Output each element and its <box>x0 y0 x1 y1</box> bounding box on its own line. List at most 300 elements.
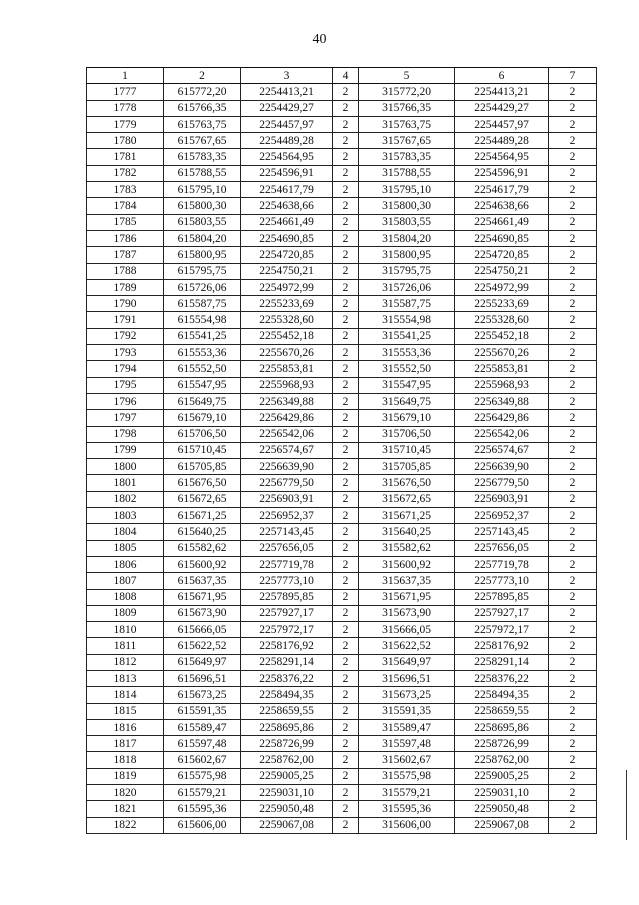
table-cell: 315676,50 <box>359 475 455 491</box>
table-cell: 2255452,18 <box>455 328 549 344</box>
table-cell: 315766,35 <box>359 100 455 116</box>
table-cell: 615597,48 <box>164 736 241 752</box>
table-cell: 2 <box>549 719 597 735</box>
table-row <box>87 214 597 230</box>
table-cell: 2257895,85 <box>455 589 549 605</box>
page-number: 40 <box>312 32 327 47</box>
table-cell: 1821 <box>87 801 164 817</box>
table-cell: 2 <box>549 556 597 572</box>
table-row <box>87 361 597 377</box>
table-cell: 2 <box>549 410 597 426</box>
table-cell: 2 <box>549 214 597 230</box>
table-cell: 2 <box>333 100 359 116</box>
table-cell: 615795,75 <box>164 263 241 279</box>
table-cell: 2257895,85 <box>241 589 333 605</box>
table-cell: 315710,45 <box>359 442 455 458</box>
table-cell: 2258659,55 <box>241 703 333 719</box>
table-cell: 615591,35 <box>164 703 241 719</box>
table-cell: 615705,85 <box>164 459 241 475</box>
table-row <box>87 84 597 100</box>
table-cell: 1802 <box>87 491 164 507</box>
table-cell: 1778 <box>87 100 164 116</box>
table-cell: 1779 <box>87 116 164 132</box>
table-cell: 2 <box>333 638 359 654</box>
table-cell: 1785 <box>87 214 164 230</box>
table-cell: 1797 <box>87 410 164 426</box>
table-cell: 1808 <box>87 589 164 605</box>
table-cell: 2257656,05 <box>455 540 549 556</box>
table-cell: 2 <box>333 703 359 719</box>
table-cell: 2 <box>333 361 359 377</box>
table-cell: 615547,95 <box>164 377 241 393</box>
table-cell: 2 <box>333 296 359 312</box>
table-cell: 2 <box>333 589 359 605</box>
table-cell: 1801 <box>87 475 164 491</box>
table-cell: 1814 <box>87 687 164 703</box>
table-row <box>87 426 597 442</box>
table-cell: 2 <box>549 508 597 524</box>
table-row <box>87 393 597 409</box>
table-cell: 1818 <box>87 752 164 768</box>
table-cell: 615763,75 <box>164 116 241 132</box>
table-cell: 2 <box>549 182 597 198</box>
table-cell: 615772,20 <box>164 84 241 100</box>
table-cell: 2 <box>549 687 597 703</box>
table-cell: 615595,36 <box>164 801 241 817</box>
table-row <box>87 328 597 344</box>
table-cell: 2254690,85 <box>241 230 333 246</box>
table-row <box>87 589 597 605</box>
table-cell: 2255968,93 <box>455 377 549 393</box>
table-cell: 615587,75 <box>164 296 241 312</box>
table-cell: 315705,85 <box>359 459 455 475</box>
table-cell: 2258176,92 <box>241 638 333 654</box>
table-cell: 2256349,88 <box>241 393 333 409</box>
table-row <box>87 622 597 638</box>
table-cell: 2254489,28 <box>455 133 549 149</box>
table-cell: 2254661,49 <box>241 214 333 230</box>
table-cell: 2254638,66 <box>241 198 333 214</box>
table-row <box>87 719 597 735</box>
table-cell: 615622,52 <box>164 638 241 654</box>
table-cell: 2256952,37 <box>241 508 333 524</box>
table-cell: 615672,65 <box>164 491 241 507</box>
table-row <box>87 508 597 524</box>
table-cell: 2 <box>333 573 359 589</box>
table-cell: 615803,55 <box>164 214 241 230</box>
table-cell: 2 <box>549 84 597 100</box>
table-cell: 1789 <box>87 279 164 295</box>
table-cell: 2 <box>549 459 597 475</box>
table-cell: 2259067,08 <box>241 817 333 833</box>
table-cell: 615579,21 <box>164 785 241 801</box>
table-cell: 2 <box>549 393 597 409</box>
table-cell: 2258762,00 <box>241 752 333 768</box>
table-cell: 615637,35 <box>164 573 241 589</box>
table-cell: 1800 <box>87 459 164 475</box>
table-row <box>87 605 597 621</box>
table-cell: 2 <box>333 133 359 149</box>
table-cell: 315547,95 <box>359 377 455 393</box>
table-cell: 2254972,99 <box>455 279 549 295</box>
table-cell: 2257719,78 <box>455 556 549 572</box>
table-cell: 2 <box>333 605 359 621</box>
table-cell: 1810 <box>87 622 164 638</box>
table-row <box>87 182 597 198</box>
table-cell: 1803 <box>87 508 164 524</box>
table-cell: 2 <box>549 589 597 605</box>
table-body <box>87 84 597 834</box>
table-cell: 2 <box>333 377 359 393</box>
table-cell: 2 <box>333 345 359 361</box>
table-cell: 2 <box>333 801 359 817</box>
table-cell: 2 <box>333 687 359 703</box>
table-cell: 2 <box>333 410 359 426</box>
table-cell: 2256429,86 <box>241 410 333 426</box>
table-cell: 1782 <box>87 165 164 181</box>
table-cell: 2255233,69 <box>455 296 549 312</box>
table-cell: 2255968,93 <box>241 377 333 393</box>
table-row <box>87 670 597 686</box>
table-cell: 1786 <box>87 230 164 246</box>
table-cell: 1780 <box>87 133 164 149</box>
table-cell: 1792 <box>87 328 164 344</box>
table-cell: 315622,52 <box>359 638 455 654</box>
table-cell: 315553,36 <box>359 345 455 361</box>
table-cell: 2 <box>549 785 597 801</box>
table-cell: 2 <box>549 524 597 540</box>
table-cell: 2256542,06 <box>241 426 333 442</box>
table-cell: 315587,75 <box>359 296 455 312</box>
table-row <box>87 377 597 393</box>
table-cell: 615767,65 <box>164 133 241 149</box>
table-cell: 2 <box>333 84 359 100</box>
table-cell: 2 <box>333 719 359 735</box>
table-cell: 2255853,81 <box>455 361 549 377</box>
table-cell: 2 <box>549 540 597 556</box>
table-cell: 2254750,21 <box>241 263 333 279</box>
table-cell: 1809 <box>87 605 164 621</box>
table-cell: 2254720,85 <box>455 247 549 263</box>
table-cell: 615552,50 <box>164 361 241 377</box>
table-row <box>87 247 597 263</box>
table-row <box>87 654 597 670</box>
table-cell: 615649,97 <box>164 654 241 670</box>
table-cell: 1811 <box>87 638 164 654</box>
table-cell: 2254617,79 <box>455 182 549 198</box>
table-cell: 2257972,17 <box>241 622 333 638</box>
table-cell: 2254661,49 <box>455 214 549 230</box>
table-row <box>87 100 597 116</box>
table-cell: 1790 <box>87 296 164 312</box>
table-cell: 615575,98 <box>164 768 241 784</box>
table-cell: 1777 <box>87 84 164 100</box>
table-cell: 2258494,35 <box>455 687 549 703</box>
column-header: 4 <box>333 68 359 84</box>
table-cell: 615800,95 <box>164 247 241 263</box>
table-cell: 2 <box>549 328 597 344</box>
table-cell: 2 <box>333 312 359 328</box>
table-cell: 2 <box>333 165 359 181</box>
table-cell: 1793 <box>87 345 164 361</box>
table-row <box>87 736 597 752</box>
table-cell: 2259067,08 <box>455 817 549 833</box>
table-cell: 2256639,90 <box>455 459 549 475</box>
table-cell: 2255670,26 <box>455 345 549 361</box>
table-cell: 2256779,50 <box>241 475 333 491</box>
table-cell: 2255233,69 <box>241 296 333 312</box>
table-cell: 615710,45 <box>164 442 241 458</box>
table-cell: 315800,30 <box>359 198 455 214</box>
table-cell: 2257927,17 <box>455 605 549 621</box>
table-cell: 2254564,95 <box>455 149 549 165</box>
table-cell: 2 <box>333 670 359 686</box>
table-cell: 315597,48 <box>359 736 455 752</box>
column-header: 5 <box>359 68 455 84</box>
table-cell: 2 <box>333 752 359 768</box>
table-cell: 1783 <box>87 182 164 198</box>
table-cell: 2254596,91 <box>455 165 549 181</box>
table-cell: 2 <box>333 116 359 132</box>
table-cell: 615541,25 <box>164 328 241 344</box>
table-cell: 2254690,85 <box>455 230 549 246</box>
table-cell: 315788,55 <box>359 165 455 181</box>
table-cell: 2254489,28 <box>241 133 333 149</box>
table-cell: 2259031,10 <box>241 785 333 801</box>
table-cell: 315673,90 <box>359 605 455 621</box>
table-cell: 1784 <box>87 198 164 214</box>
table-cell: 315671,25 <box>359 508 455 524</box>
table-cell: 2257656,05 <box>241 540 333 556</box>
table-cell: 315803,55 <box>359 214 455 230</box>
table-row <box>87 573 597 589</box>
table-cell: 2 <box>333 524 359 540</box>
table-cell: 2254596,91 <box>241 165 333 181</box>
table-cell: 315726,06 <box>359 279 455 295</box>
table-cell: 2 <box>333 230 359 246</box>
table-cell: 2256429,86 <box>455 410 549 426</box>
table-cell: 1806 <box>87 556 164 572</box>
table-cell: 1816 <box>87 719 164 735</box>
table-row <box>87 817 597 833</box>
table-cell: 2 <box>549 263 597 279</box>
table-cell: 615676,50 <box>164 475 241 491</box>
table-cell: 2257972,17 <box>455 622 549 638</box>
table-cell: 2 <box>549 638 597 654</box>
table-cell: 2258762,00 <box>455 752 549 768</box>
table-cell: 2258726,99 <box>241 736 333 752</box>
table-row <box>87 263 597 279</box>
table-cell: 615673,25 <box>164 687 241 703</box>
table-cell: 2 <box>333 540 359 556</box>
table-cell: 615582,62 <box>164 540 241 556</box>
table-cell: 2256542,06 <box>455 426 549 442</box>
table-cell: 2 <box>549 247 597 263</box>
table-cell: 315696,51 <box>359 670 455 686</box>
table-cell: 1799 <box>87 442 164 458</box>
table-row <box>87 475 597 491</box>
table-row <box>87 296 597 312</box>
table-cell: 2257927,17 <box>241 605 333 621</box>
table-row <box>87 149 597 165</box>
table-cell: 2258376,22 <box>455 670 549 686</box>
table-cell: 615766,35 <box>164 100 241 116</box>
table-cell: 2257143,45 <box>241 524 333 540</box>
table-cell: 2254429,27 <box>241 100 333 116</box>
table-cell: 2 <box>549 312 597 328</box>
table-cell: 2 <box>549 670 597 686</box>
table-cell: 315804,20 <box>359 230 455 246</box>
table-cell: 2258695,86 <box>241 719 333 735</box>
table-cell: 2 <box>333 149 359 165</box>
table-cell: 615783,35 <box>164 149 241 165</box>
table-cell: 2254638,66 <box>455 198 549 214</box>
table-cell: 315552,50 <box>359 361 455 377</box>
column-header: 3 <box>241 68 333 84</box>
table-cell: 615679,10 <box>164 410 241 426</box>
table-cell: 1813 <box>87 670 164 686</box>
table-cell: 615804,20 <box>164 230 241 246</box>
table-cell: 2 <box>549 133 597 149</box>
table-cell: 615554,98 <box>164 312 241 328</box>
table-cell: 315673,25 <box>359 687 455 703</box>
table-cell: 2258494,35 <box>241 687 333 703</box>
table-cell: 2 <box>333 182 359 198</box>
table-cell: 2256574,67 <box>241 442 333 458</box>
table-cell: 2256349,88 <box>455 393 549 409</box>
table-cell: 2254457,97 <box>241 116 333 132</box>
table-cell: 2257719,78 <box>241 556 333 572</box>
table-cell: 615606,00 <box>164 817 241 833</box>
table-header-row <box>87 68 597 84</box>
table-cell: 2259050,48 <box>455 801 549 817</box>
table-row <box>87 459 597 475</box>
table-cell: 2258176,92 <box>455 638 549 654</box>
table-cell: 315795,10 <box>359 182 455 198</box>
table-cell: 2 <box>549 622 597 638</box>
table-row <box>87 752 597 768</box>
table-cell: 2258291,14 <box>241 654 333 670</box>
table-cell: 2 <box>549 491 597 507</box>
table-cell: 2 <box>333 459 359 475</box>
table-cell: 315772,20 <box>359 84 455 100</box>
table-cell: 615602,67 <box>164 752 241 768</box>
table-cell: 615706,50 <box>164 426 241 442</box>
table-cell: 2 <box>549 752 597 768</box>
table-row <box>87 540 597 556</box>
table-cell: 2257773,10 <box>241 573 333 589</box>
table-cell: 1796 <box>87 393 164 409</box>
table-cell: 2 <box>549 279 597 295</box>
table-row <box>87 687 597 703</box>
table-cell: 1812 <box>87 654 164 670</box>
table-cell: 1804 <box>87 524 164 540</box>
table-cell: 315602,67 <box>359 752 455 768</box>
table-cell: 2 <box>549 573 597 589</box>
table-cell: 2256779,50 <box>455 475 549 491</box>
table-cell: 615640,25 <box>164 524 241 540</box>
table-cell: 615553,36 <box>164 345 241 361</box>
table-cell: 1781 <box>87 149 164 165</box>
table-cell: 2 <box>549 377 597 393</box>
table-cell: 315706,50 <box>359 426 455 442</box>
table-row <box>87 703 597 719</box>
table-cell: 615666,05 <box>164 622 241 638</box>
table-cell: 2 <box>333 491 359 507</box>
table-cell: 1819 <box>87 768 164 784</box>
table-cell: 2 <box>333 654 359 670</box>
table-cell: 2255670,26 <box>241 345 333 361</box>
table-cell: 1798 <box>87 426 164 442</box>
table-cell: 315783,35 <box>359 149 455 165</box>
table-cell: 2259005,25 <box>241 768 333 784</box>
table-row <box>87 556 597 572</box>
table-cell: 1794 <box>87 361 164 377</box>
table-cell: 615649,75 <box>164 393 241 409</box>
table-cell: 315600,92 <box>359 556 455 572</box>
table-row <box>87 638 597 654</box>
table-row <box>87 491 597 507</box>
table-cell: 2 <box>333 785 359 801</box>
table-cell: 2254972,99 <box>241 279 333 295</box>
column-header: 1 <box>87 68 164 84</box>
column-header: 2 <box>164 68 241 84</box>
table-row <box>87 279 597 295</box>
table-cell: 315554,98 <box>359 312 455 328</box>
table-cell: 315767,65 <box>359 133 455 149</box>
table-cell: 2258291,14 <box>455 654 549 670</box>
table-cell: 2 <box>549 605 597 621</box>
table-cell: 2 <box>333 556 359 572</box>
table-cell: 2254617,79 <box>241 182 333 198</box>
table-cell: 615788,55 <box>164 165 241 181</box>
table-row <box>87 410 597 426</box>
table-row <box>87 165 597 181</box>
table-cell: 2 <box>549 149 597 165</box>
table-cell: 2258659,55 <box>455 703 549 719</box>
table-cell: 2254750,21 <box>455 263 549 279</box>
table-cell: 2 <box>333 475 359 491</box>
table-cell: 2 <box>549 736 597 752</box>
table-cell: 2 <box>333 768 359 784</box>
table-cell: 1787 <box>87 247 164 263</box>
table-cell: 2 <box>549 801 597 817</box>
table-row <box>87 524 597 540</box>
table-cell: 2 <box>333 247 359 263</box>
table-cell: 2254457,97 <box>455 116 549 132</box>
table-cell: 2 <box>549 768 597 784</box>
table-cell: 2255452,18 <box>241 328 333 344</box>
table-cell: 315579,21 <box>359 785 455 801</box>
table-cell: 2258695,86 <box>455 719 549 735</box>
table-cell: 615671,95 <box>164 589 241 605</box>
table-cell: 315679,10 <box>359 410 455 426</box>
table-cell: 2254413,21 <box>241 84 333 100</box>
table-cell: 2259050,48 <box>241 801 333 817</box>
table-row <box>87 133 597 149</box>
table-cell: 2 <box>549 230 597 246</box>
table-cell: 2 <box>333 736 359 752</box>
column-header: 6 <box>455 68 549 84</box>
table-cell: 615589,47 <box>164 719 241 735</box>
table-cell: 2 <box>549 442 597 458</box>
table-cell: 615800,30 <box>164 198 241 214</box>
table-cell: 2 <box>333 817 359 833</box>
table-cell: 2 <box>333 426 359 442</box>
table-cell: 615795,10 <box>164 182 241 198</box>
table-row <box>87 442 597 458</box>
table-cell: 2 <box>333 198 359 214</box>
